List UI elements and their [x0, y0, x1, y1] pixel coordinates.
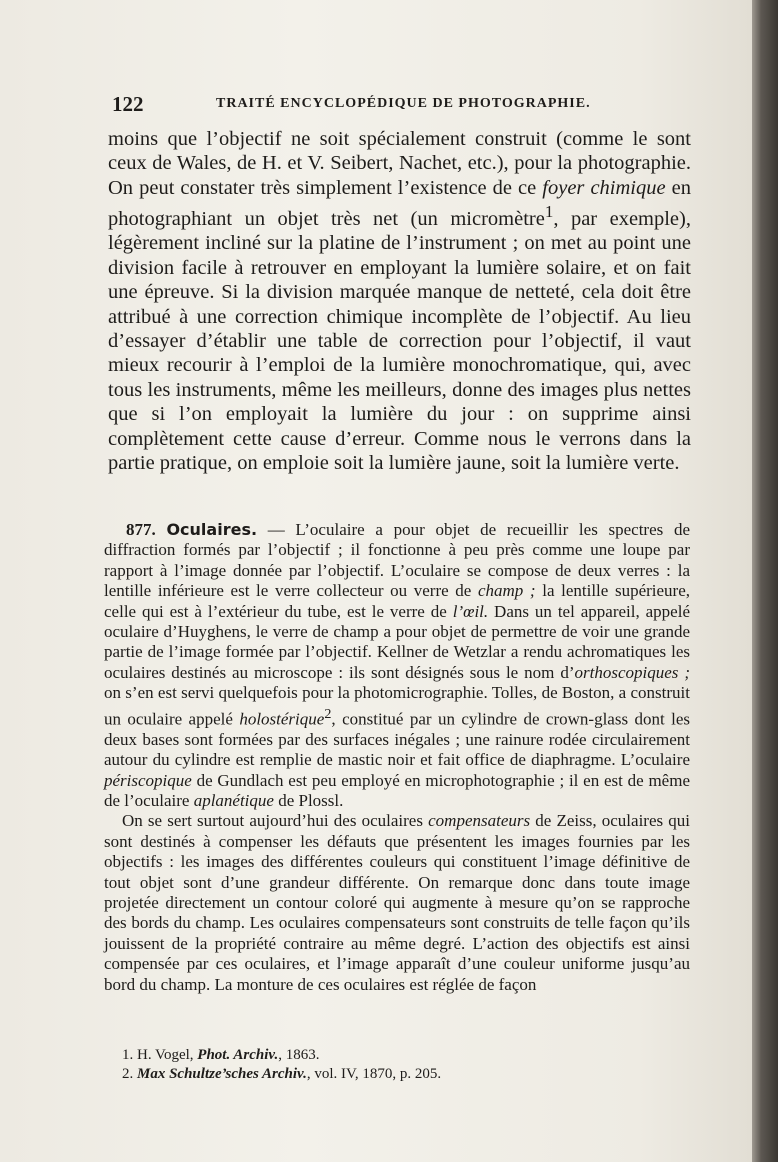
text-run: H. Vogel, — [133, 1047, 198, 1063]
page-edge-binding — [752, 0, 778, 1162]
italic-term: holostérique — [239, 709, 325, 729]
footnote-1 — [122, 1046, 682, 1065]
text-run: , vol. IV, 1870, p. 205. — [306, 1066, 442, 1082]
footnote-ref: 2 — [324, 705, 332, 722]
text-run: de Plossl. — [273, 790, 344, 810]
footnote-2 — [122, 1065, 682, 1084]
italic-term: Max Schultze’sches Archiv. — [137, 1066, 307, 1082]
section-877 — [104, 520, 690, 995]
text-run: la lentille supérieure, celle qui est à l’extérieur du tube, est le verre de — [104, 581, 691, 621]
running-title: TRAITÉ ENCYCLOPÉDIQUE DE PHOTOGRAPHIE. — [216, 96, 591, 111]
italic-term: l’œil. — [452, 601, 489, 621]
text-run: On se sert surtout aujourd’hui des oculaires — [122, 811, 429, 831]
text-run: , constitué par un cylindre de crown-glass dont les deux bases sont formées par des surfaces inégales ; une rainure rodée circulairement autour du cylindre est remplie de mastic noir et fait office de diaphragme. L’oculaire — [104, 709, 690, 770]
footnote-number: 1. — [122, 1047, 134, 1063]
text-run: moins que l’objectif ne soit spécialement construit (comme le sont ceux de Wales, de H. et V. Seibert, Nachet, etc.), pour la photographie. On peut constater très simplement l’existence de ce — [108, 128, 691, 199]
page-number: 122 — [112, 92, 144, 116]
text-run: de Gundlach est peu employé en microphotographie ; il en est de même de l’oculaire — [104, 770, 690, 810]
text-run: en photographiant un objet très net (un micromètre — [108, 176, 691, 231]
italic-term: orthoscopiques ; — [574, 662, 690, 682]
section-heading: Oculaires. — [166, 520, 258, 539]
paragraph-compensateurs — [104, 811, 690, 995]
text-run: , 1863. — [278, 1047, 320, 1063]
italic-term: compensateurs — [428, 811, 531, 831]
italic-term: foyer chimique — [542, 176, 666, 199]
text-run: — L’oculaire a pour objet de recueillir les spectres de diffraction formés par l’objectif ; il fonctionne à peu près comme une loupe par rapport à l’image donnée par l’objectif. L’oculaire se compose de deux verres : la lentille inférieure est le verre collecteur ou verre de — [104, 520, 690, 601]
footnote-number: 2. — [122, 1066, 134, 1082]
italic-term: Phot. Archiv. — [197, 1047, 279, 1063]
continued-paragraph — [108, 127, 691, 476]
text-run: , par exemple), légèrement incliné sur la platine de l’instrument ; on met au point une division facile à retrouver en employant la lumière solaire, et on fait une épreuve. Si la division marquée manque de netteté, cela doit être attribué à une correction chimique incomplète de l’objectif. Au lieu d’essayer d’établir une table de correction pour l’objectif, il vaut mieux recourir à l’emploi de la lumière monochromatique, qui, avec tous les instruments, même les meilleurs, donne des images plus nettes que si l’on employait la lumière du jour : on supprime ainsi complètement cette cause d’erreur. Comme nous le verrons dans la partie pratique, on emploie soit la lumière jaune, soit la lumière verte. — [108, 208, 691, 475]
italic-term: aplanétique — [193, 790, 274, 810]
italic-term: champ ; — [477, 581, 536, 601]
text-run: on s’en est servi quelquefois pour la photomicrographie. Tolles, de Boston, a construit un oculaire appelé — [104, 683, 690, 729]
text-run: de Zeiss, oculaires qui sont destinés à compenser les défauts que présentent les images fournies par les objectifs : les images des différentes couleurs qui constituent l’image définitive de tout objet sont d’une grandeur différente. On remarque donc dans toute image projetée directement un contour coloré qui augmente à mesure qu’on se rapproche des bords du champ. Les oculaires compensateurs sont construits de telle façon qu’ils jouissent de la propriété contraire au même degré. L’action des objectifs est ainsi compensée par ces oculaires, et l’image apparaît d’une couleur uniforme jusqu’au bord du champ. La monture de ces oculaires est réglée de façon — [104, 811, 690, 994]
section-number: 877. — [126, 520, 156, 539]
italic-term: périscopique — [104, 770, 192, 790]
footnote-ref: 1 — [544, 202, 554, 222]
footnotes — [122, 1046, 682, 1084]
running-header — [112, 92, 692, 118]
text-run: Dans un tel appareil, appelé oculaire d’Huyghens, le verre de champ a pour objet de permettre de voir une grande partie de l’image formée par l’objectif. Kellner de Wetzlar a rendu achromatiques les oculaires destinés au microscope : ils sont désignés sous le nom d’ — [104, 601, 690, 682]
